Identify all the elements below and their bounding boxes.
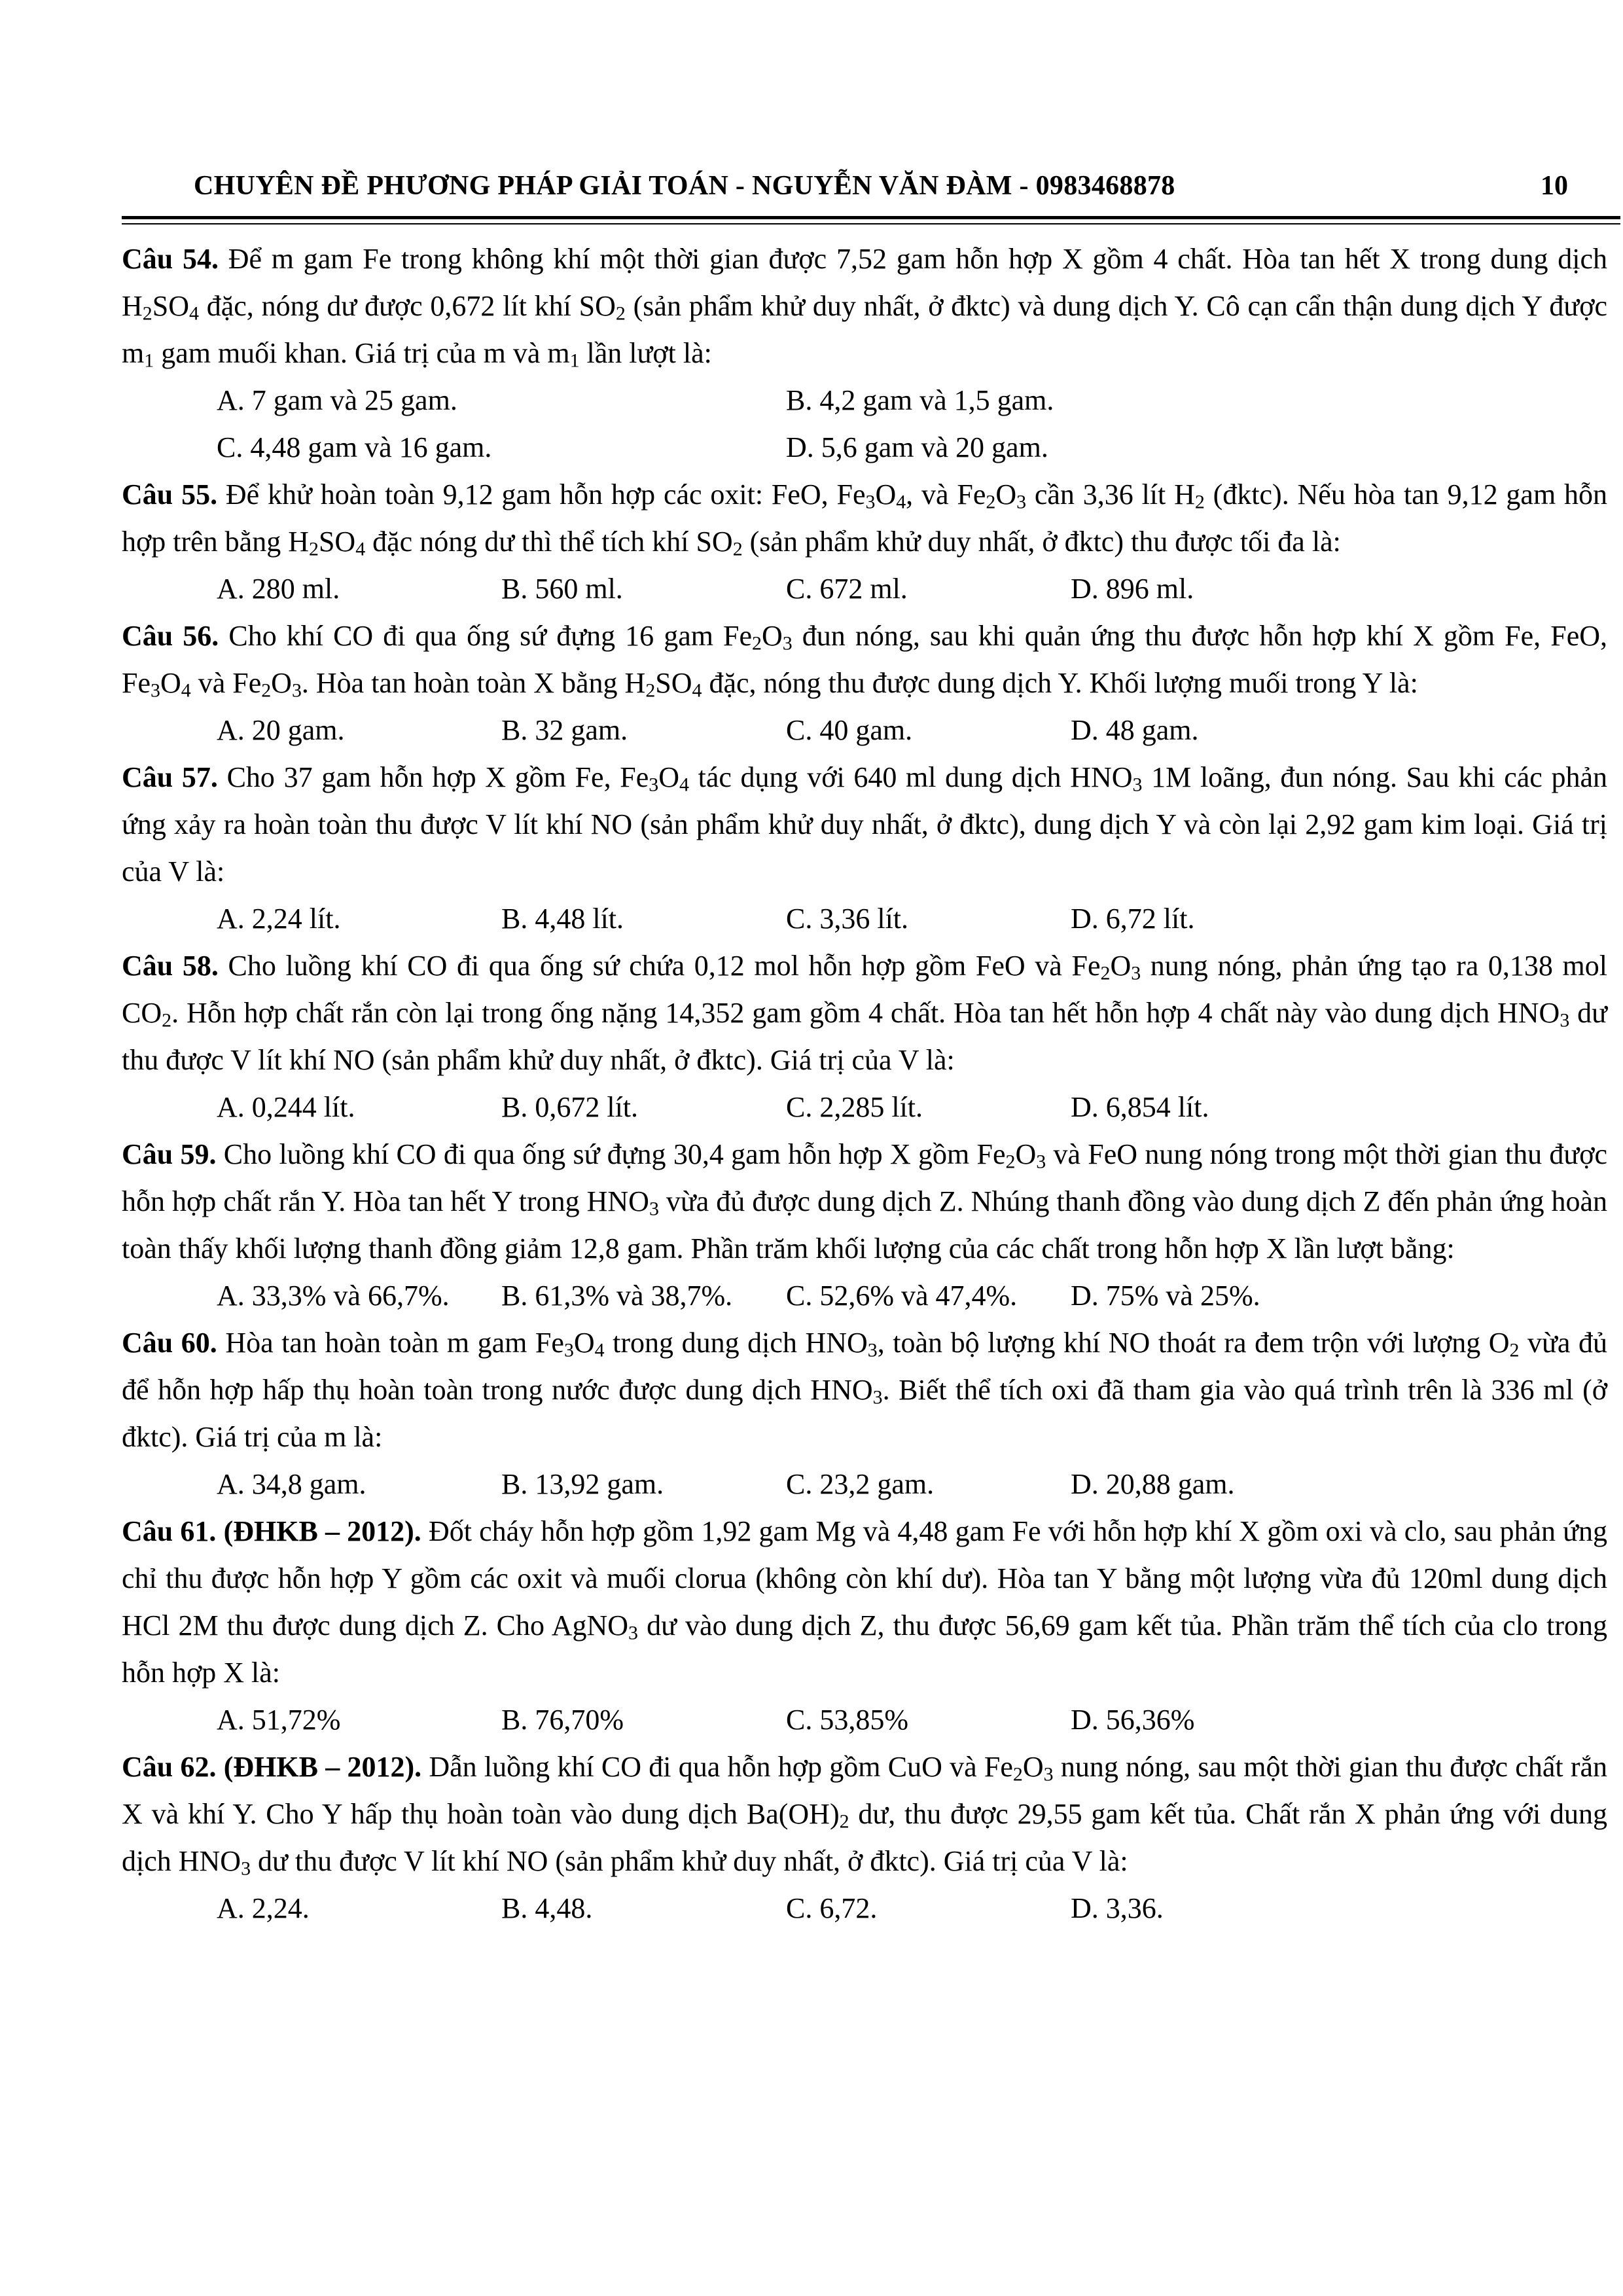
question-text: Cho luồng khí CO đi qua ống sứ đựng 30,4 gam hỗn hợp X gồm $Fe_2O_3$ và FeO nung nóng trong một thời gian thu được hỗn hợp chất rắn Y. Hòa tan hết Y trong $HNO_3$ vừa đủ được dung dịch Z. Nhúng thanh đồng vào dung dịch Z đến phản ứng hoàn toàn thấy khối lượng thanh đồng giảm 12,8 gam. Phần trăm khối lượng của các chất trong hỗn hợp X lần lượt bằng: [122,1138,1608,1265]
question-q54 [122,236,1607,377]
answer-option: C. 40 gam. [786,714,913,746]
answer-option: A. 20 gam. [217,714,345,746]
page-header [122,157,1607,216]
answer-option: D. 896 ml. [1071,573,1194,605]
question-q58 [122,942,1607,1084]
answer-option: B. 32 gam. [501,714,628,746]
question-q59 [122,1131,1607,1272]
question-label: Câu 59. [122,1138,217,1170]
answer-option: C. 672 ml. [786,573,908,605]
answer-option: A. 33,3% và 66,7%. [217,1280,450,1312]
answer-options-row [122,1084,1607,1131]
question-label: Câu 57. [122,761,218,793]
answer-option: B. 0,672 lít. [501,1091,639,1123]
question-label: Câu 62. (ĐHKB – 2012). [122,1751,422,1783]
answer-option: D. 48 gam. [1071,714,1199,746]
question-q62 [122,1744,1607,1885]
answer-option: B. 560 ml. [501,573,623,605]
answer-option: D. 56,36% [1071,1704,1195,1736]
question-text: Đốt cháy hỗn hợp gồm 1,92 gam Mg và 4,48 gam Fe với hỗn hợp khí X gồm oxi và clo, sau phản ứng chỉ thu được hỗn hợp Y gồm các oxit và muối clorua (không còn khí dư). Hòa tan Y bằng một lượng vừa đủ 120ml dung dịch HCl 2M thu được dung dịch Z. Cho AgNO$_3$ dư vào dung dịch Z, thu được 56,69 gam kết tủa. Phần trăm thể tích của clo trong hỗn hợp X là: [122,1515,1608,1689]
question-q61 [122,1508,1607,1696]
question-label: Câu 61. (ĐHKB – 2012). [122,1515,421,1547]
answer-option: C. 3,36 lít. [786,903,909,935]
answer-option: C. 52,6% và 47,4%. [786,1280,1018,1312]
answer-options-row [122,895,1607,942]
answer-option: B. 76,70% [501,1704,624,1736]
question-text: Cho luồng khí CO đi qua ống sứ chứa 0,12 mol hỗn hợp gồm FeO và $Fe_2O_3$ nung nóng, phản ứng tạo ra 0,138 mol $CO_2$. Hỗn hợp chất rắn còn lại trong ống nặng 14,352 gam gồm 4 chất. Hòa tan hết hỗn hợp 4 chất này vào dung dịch $HNO_3$ dư thu được V lít khí NO (sản phẩm khử duy nhất, ở đktc). Giá trị của V là: [122,950,1608,1076]
question-label: Câu 54. [122,243,219,275]
answer-options-row [122,1885,1607,1932]
answer-options-row [122,707,1607,754]
question-q56 [122,613,1607,707]
answer-options-row [122,377,1607,424]
answer-option: D. 6,72 lít. [1071,903,1195,935]
answer-option: D. 75% và 25%. [1071,1280,1260,1312]
answer-option: A. 0,244 lít. [217,1091,355,1123]
question-text: Để khử hoàn toàn 9,12 gam hỗn hợp các oxit: FeO, $Fe_3O_4$, và $Fe_2O_3$ cần 3,36 lít $H_2$ (đktc). Nếu hòa tan 9,12 gam hỗn hợp trên bằng $H_2SO_4$ đặc nóng dư thì thể tích khí $SO_2$ (sản phẩm khử duy nhất, ở đktc) thu được tối đa là: [122,478,1607,560]
question-q60 [122,1319,1607,1461]
answer-option: A. 2,24. [217,1892,310,1924]
answer-options-row [122,1461,1607,1508]
answer-option: C. 23,2 gam. [786,1468,935,1500]
question-text: Cho 37 gam hỗn hợp X gồm Fe, $Fe_3O_4$ tác dụng với 640 ml dung dịch $HNO_3$ 1M loãng, đun nóng. Sau khi các phản ứng xảy ra hoàn toàn thu được V lít khí NO (sản phẩm khử duy nhất, ở đktc), dung dịch Y và còn lại 2,92 gam kim loại. Giá trị của V là: [122,761,1608,888]
answer-options-row [122,424,1607,471]
answer-option: D. 5,6 gam và 20 gam. [786,431,1048,463]
question-list [122,236,1607,1932]
answer-option: D. 3,36. [1071,1892,1164,1924]
page-number: 10 [1541,171,1568,201]
question-q57 [122,754,1607,895]
question-text: Để m gam Fe trong không khí một thời gian được 7,52 gam hỗn hợp X gồm 4 chất. Hòa tan hết X trong dung dịch $H_2SO_4$ đặc, nóng dư được 0,672 lít khí $SO_2$ (sản phẩm khử duy nhất, ở đktc) và dung dịch Y. Cô cạn cẩn thận dung dịch Y được $m_1$ gam muối khan. Giá trị của m và $m_1$ lần lượt là: [122,243,1607,372]
answer-option: A. 2,24 lít. [217,903,341,935]
answer-option: C. 53,85% [786,1704,908,1736]
question-q55 [122,471,1607,565]
answer-options-row [122,1272,1607,1319]
header-rule-thick [122,216,1620,219]
answer-option: A. 7 gam và 25 gam. [217,384,457,416]
answer-options-row [122,565,1607,613]
answer-option: B. 4,48. [501,1892,593,1924]
answer-option: C. 4,48 gam và 16 gam. [217,431,492,463]
question-text: Hòa tan hoàn toàn m gam $Fe_3O_4$ trong dung dịch $HNO_3$, toàn bộ lượng khí NO thoát ra đem trộn với lượng $O_2$ vừa đủ để hỗn hợp hấp thụ hoàn toàn trong nước được dung dịch $HNO_3$. Biết thể tích oxi đã tham gia vào quá trình trên là 336 ml (ở đktc). Giá trị của m là: [122,1327,1607,1453]
question-label: Câu 55. [122,478,218,511]
answer-options-row [122,1696,1607,1744]
answer-option: A. 34,8 gam. [217,1468,366,1500]
header-title: CHUYÊN ĐỀ PHƯƠNG PHÁP GIẢI TOÁN - NGUYỄN VĂN ĐÀM - 0983468878 [194,171,1175,201]
question-label: Câu 56. [122,620,219,652]
answer-option: A. 51,72% [217,1704,341,1736]
question-label: Câu 60. [122,1327,217,1359]
question-text: Dẫn luồng khí CO đi qua hỗn hợp gồm CuO và $Fe_2O_3$ nung nóng, sau một thời gian thu được chất rắn X và khí Y. Cho Y hấp thụ hoàn toàn vào dung dịch $Ba(OH)_2$ dư, thu được 29,55 gam kết tủa. Chất rắn X phản ứng với dung dịch $HNO_3$ dư thu được V lít khí NO (sản phẩm khử duy nhất, ở đktc). Giá trị của V là: [122,1751,1607,1880]
answer-option: B. 13,92 gam. [501,1468,664,1500]
answer-option: C. 6,72. [786,1892,878,1924]
answer-option: D. 20,88 gam. [1071,1468,1235,1500]
answer-option: C. 2,285 lít. [786,1091,923,1123]
answer-option: B. 61,3% và 38,7%. [501,1280,733,1312]
answer-option: B. 4,2 gam và 1,5 gam. [786,384,1054,416]
answer-option: A. 280 ml. [217,573,340,605]
question-text: Cho khí CO đi qua ống sứ đựng 16 gam $Fe_2O_3$ đun nóng, sau khi quản ứng thu được hỗn hợp khí X gồm Fe, FeO, $Fe_3O_4$ và $Fe_2O_3$. Hòa tan hoàn toàn X bằng $H_2SO_4$ đặc, nóng thu được dung dịch Y. Khối lượng muối trong Y là: [122,620,1608,702]
answer-option: D. 6,854 lít. [1071,1091,1209,1123]
answer-option: B. 4,48 lít. [501,903,624,935]
header-rule-thin [122,223,1620,224]
question-label: Câu 58. [122,950,219,982]
